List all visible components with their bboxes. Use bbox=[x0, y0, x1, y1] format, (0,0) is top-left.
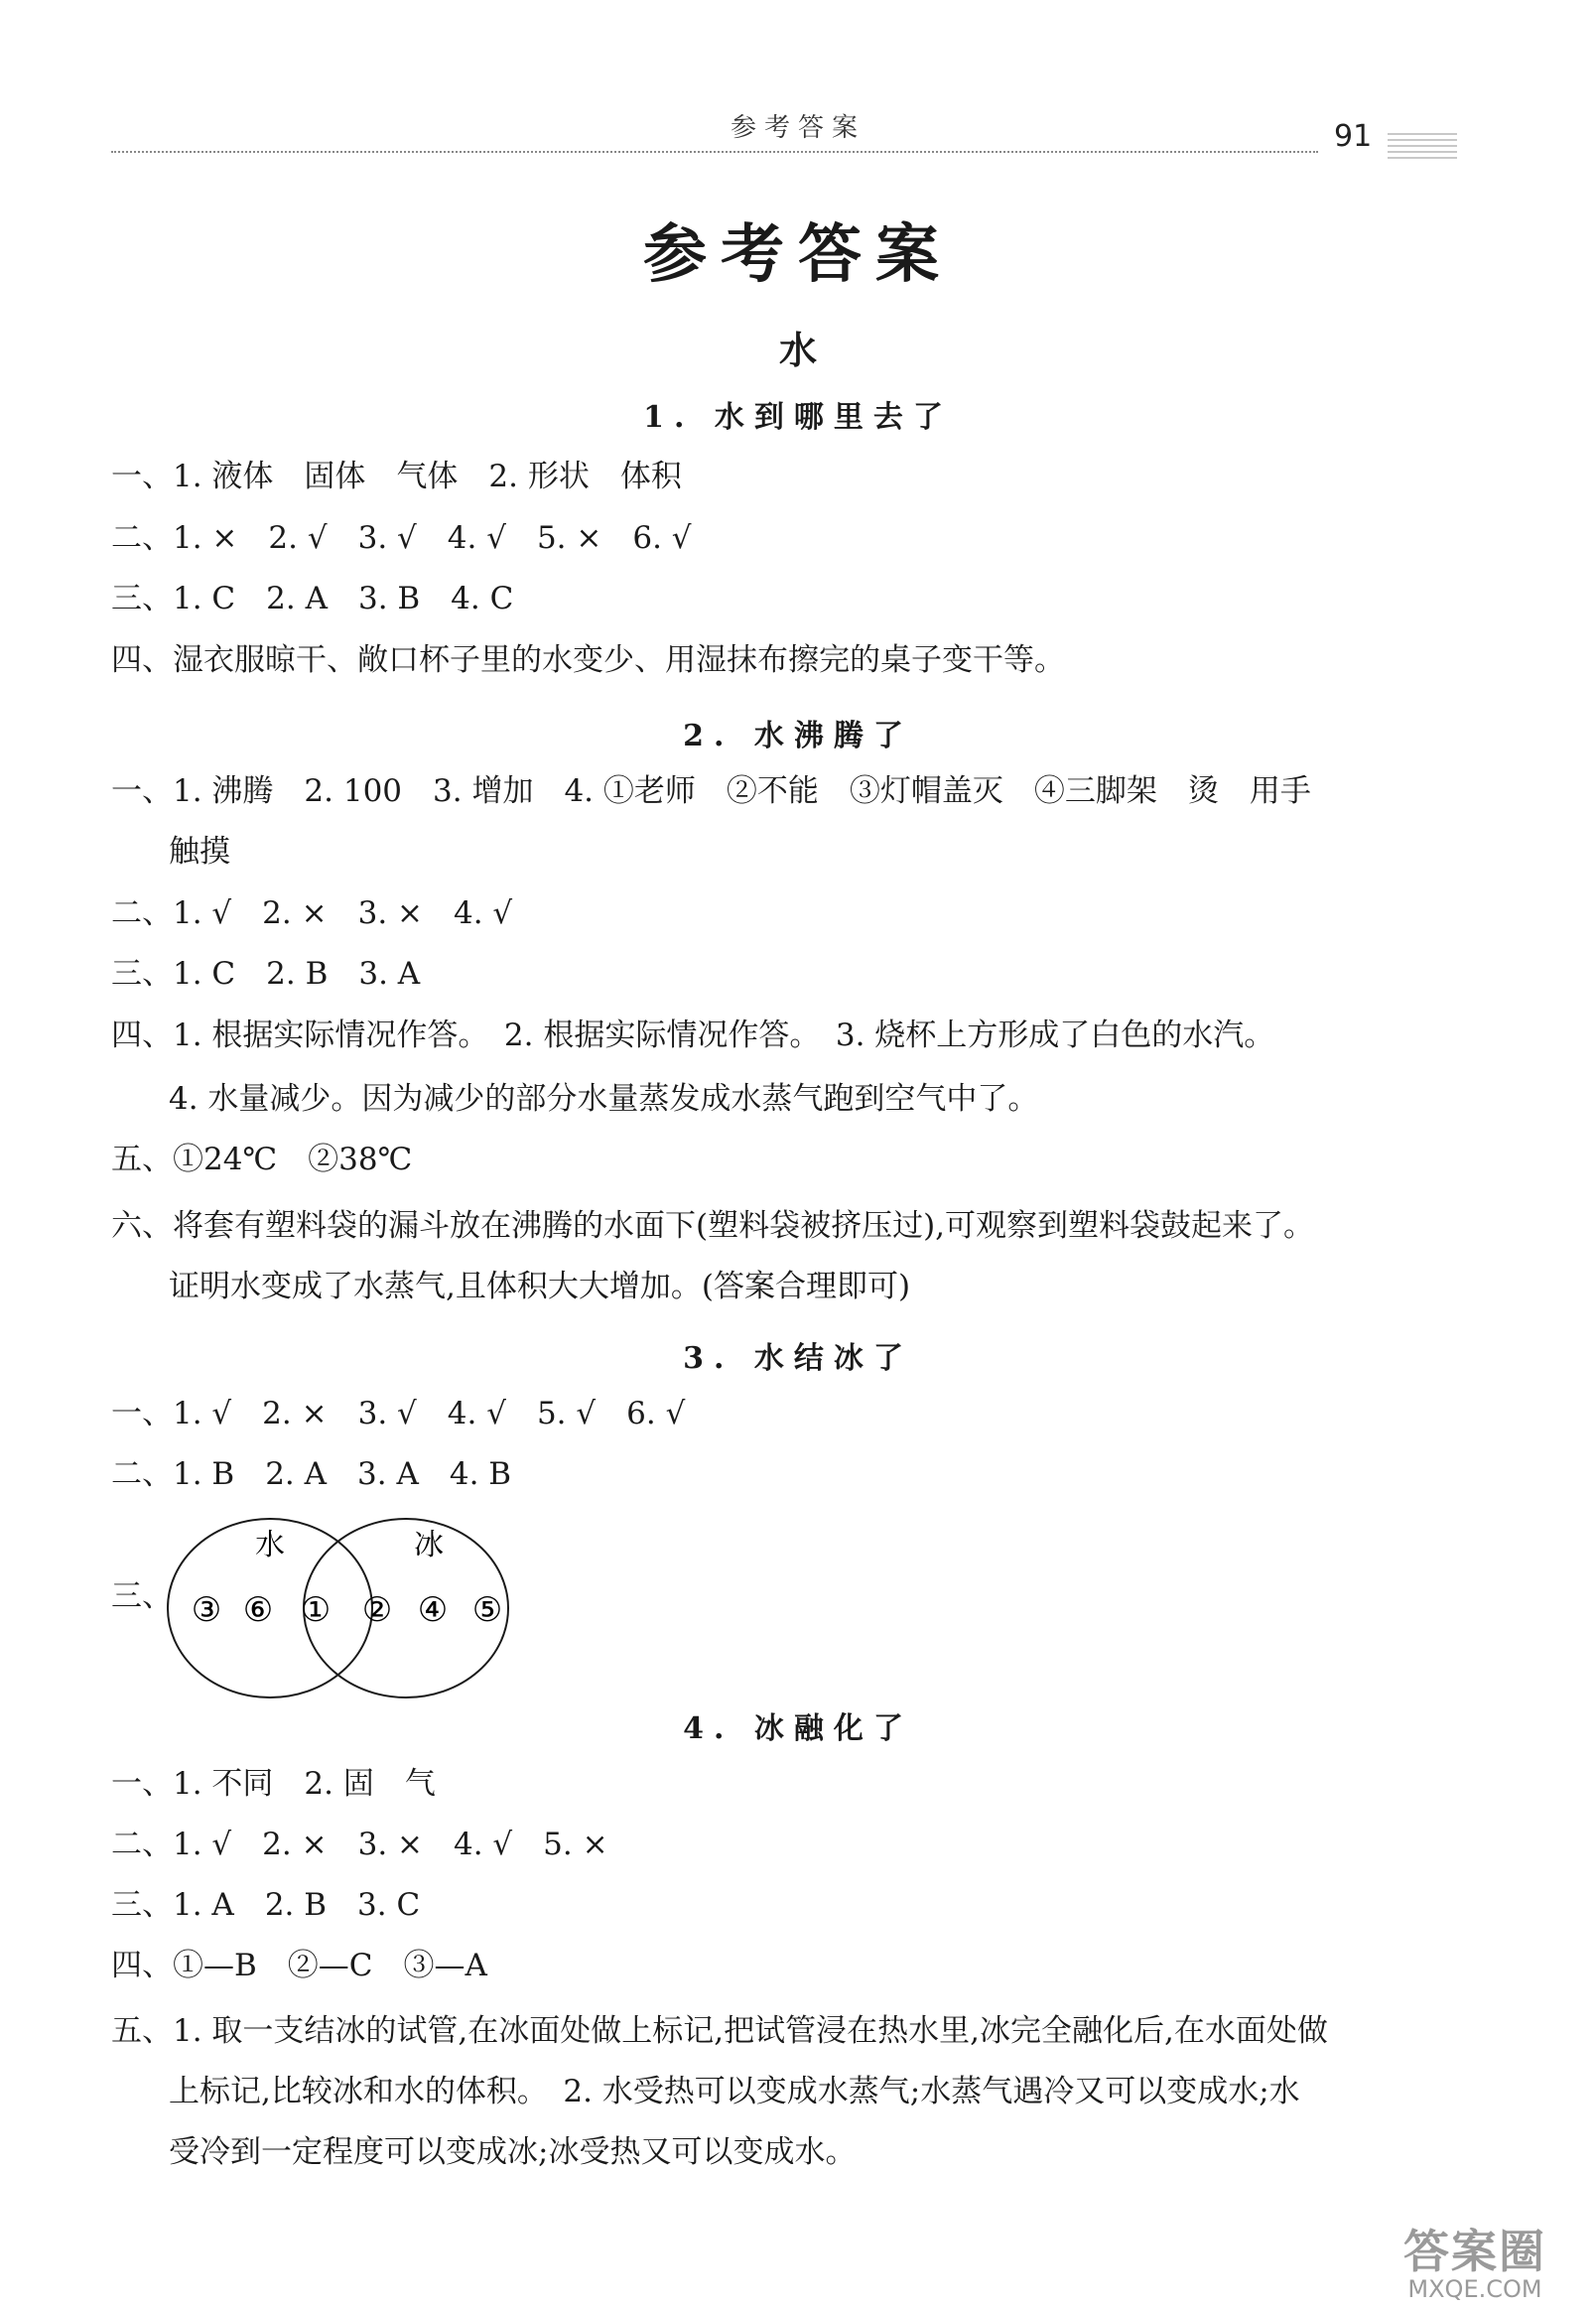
section-title: 3. 水结冰了 bbox=[683, 1341, 913, 1376]
chapter-title: 水 bbox=[778, 328, 817, 372]
answer-line: 四、1. 根据实际情况作答。 2. 根据实际情况作答。 3. 烧杯上方形成了白色的水汽。 bbox=[111, 1018, 1275, 1053]
page-title: 参考答案 bbox=[643, 217, 953, 292]
answer-line: 二、1. √ 2. × 3. × 4. √ bbox=[111, 895, 513, 931]
header-decoration bbox=[1388, 129, 1457, 159]
answer-line: 证明水变成了水蒸气,且体积大大增加。(答案合理即可) bbox=[169, 1269, 911, 1304]
section-title: 4. 冰融化了 bbox=[683, 1711, 913, 1746]
venn-item: ① bbox=[300, 1590, 332, 1630]
answer-line: 一、1. 液体 固体 气体 2. 形状 体积 bbox=[111, 459, 682, 494]
answer-line: 受冷到一定程度可以变成冰;冰受热又可以变成水。 bbox=[169, 2134, 857, 2170]
watermark-logo: 答案圈 bbox=[1403, 2225, 1546, 2278]
venn-item: ② bbox=[361, 1590, 393, 1630]
running-header: 参考答案 bbox=[730, 113, 865, 143]
watermark-url: MXQE.COM bbox=[1407, 2275, 1542, 2303]
venn-diagram bbox=[159, 1509, 536, 1707]
answer-line: 四、①—B ②—C ③—A bbox=[111, 1948, 487, 1983]
answer-line: 触摸 bbox=[169, 834, 230, 870]
answer-line: 二、1. × 2. √ 3. √ 4. √ 5. × 6. √ bbox=[111, 520, 692, 556]
answer-line: 六、将套有塑料袋的漏斗放在沸腾的水面下(塑料袋被挤压过),可观察到塑料袋鼓起来了。 bbox=[111, 1208, 1315, 1244]
answer-line: 一、1. √ 2. × 3. √ 4. √ 5. √ 6. √ bbox=[111, 1396, 686, 1431]
answer-line: 三、1. C 2. B 3. A bbox=[111, 956, 421, 992]
section-title: 2. 水沸腾了 bbox=[683, 719, 913, 753]
section-title: 1. 水到哪里去了 bbox=[643, 400, 953, 435]
venn-label-water: 水 bbox=[255, 1528, 285, 1562]
watermark bbox=[1376, 2216, 1574, 2303]
answer-line: 4. 水量减少。因为减少的部分水量蒸发成水蒸气跑到空气中了。 bbox=[169, 1081, 1039, 1117]
header-divider bbox=[111, 151, 1318, 153]
venn-question-number: 三、 bbox=[111, 1578, 173, 1614]
answer-line: 一、1. 沸腾 2. 100 3. 增加 4. ①老师 ②不能 ③灯帽盖灭 ④三脚架 烫 用手 bbox=[111, 773, 1311, 809]
answer-line: 四、湿衣服晾干、敞口杯子里的水变少、用湿抹布擦完的桌子变干等。 bbox=[111, 642, 1065, 678]
venn-item: ⑤ bbox=[471, 1590, 503, 1630]
answer-line: 一、1. 不同 2. 固 气 bbox=[111, 1766, 436, 1802]
answer-line: 三、1. A 2. B 3. C bbox=[111, 1887, 421, 1923]
venn-item: ⑥ bbox=[242, 1590, 274, 1630]
answer-line: 三、1. C 2. A 3. B 4. C bbox=[111, 581, 514, 616]
venn-item: ③ bbox=[191, 1590, 222, 1630]
answer-line: 二、1. √ 2. × 3. × 4. √ 5. × bbox=[111, 1827, 608, 1862]
answer-line: 二、1. B 2. A 3. A 4. B bbox=[111, 1456, 512, 1492]
page-number: 91 bbox=[1334, 119, 1373, 154]
venn-label-ice: 冰 bbox=[414, 1528, 444, 1562]
answer-line: 五、1. 取一支结冰的试管,在冰面处做上标记,把试管浸在热水里,冰完全融化后,在水面处做 bbox=[111, 2013, 1328, 2049]
venn-item: ④ bbox=[417, 1590, 449, 1630]
answer-line: 上标记,比较冰和水的体积。 2. 水受热可以变成水蒸气;水蒸气遇冷又可以变成水;水 bbox=[169, 2074, 1300, 2109]
answer-line: 五、①24℃ ②38℃ bbox=[111, 1142, 413, 1177]
